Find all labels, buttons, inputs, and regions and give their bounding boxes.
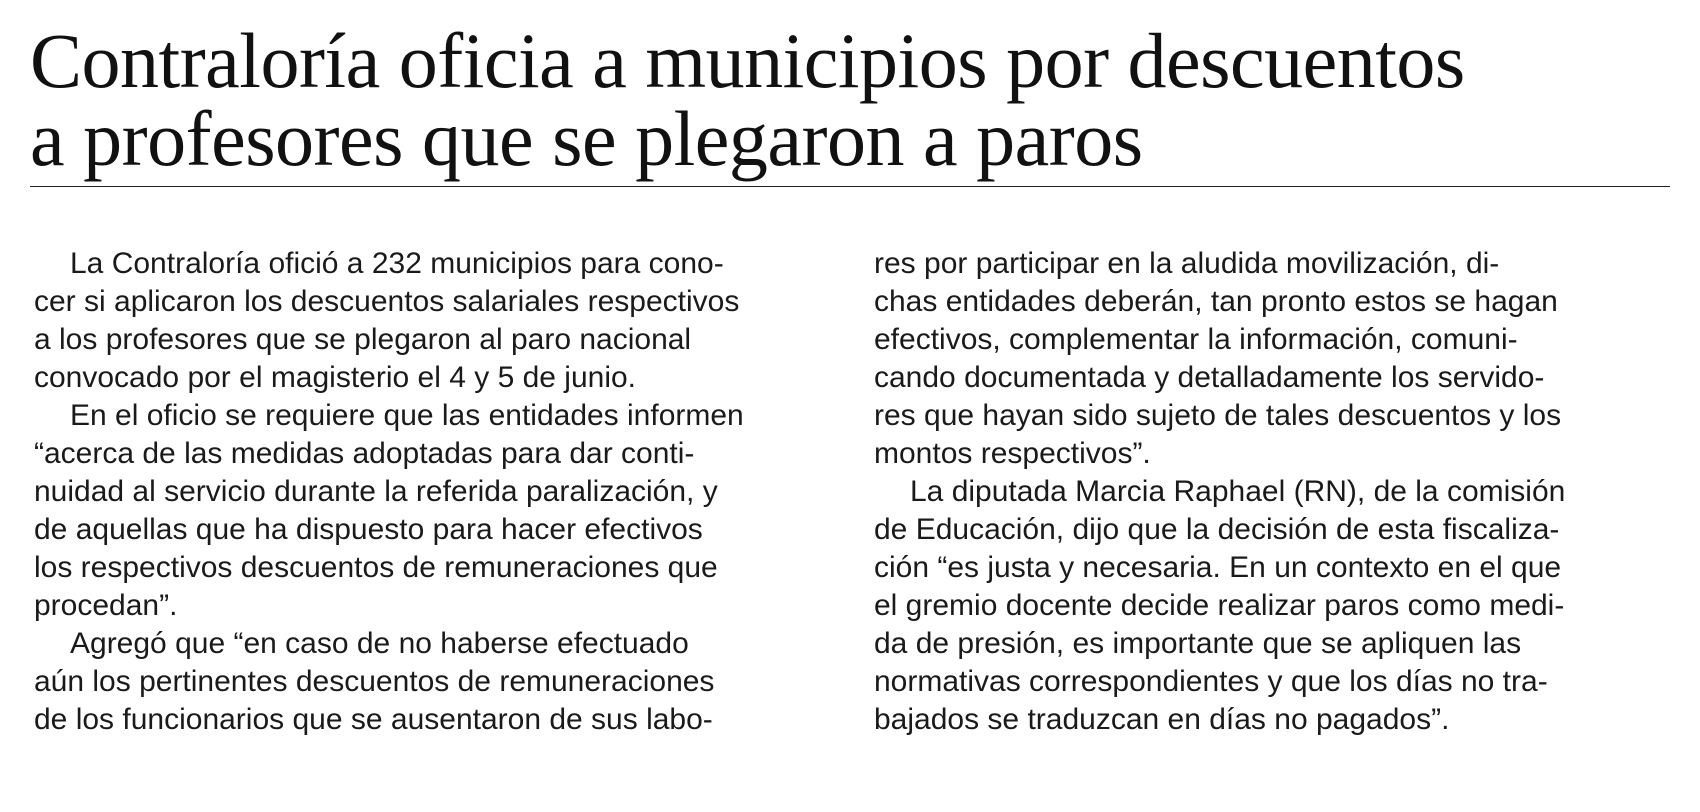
left-column-line: “acerca de las medidas adoptadas para dar conti- — [34, 437, 695, 470]
right-column-line: da de presión, es importante que se apliquen las — [874, 627, 1522, 660]
headline-divider — [30, 186, 1670, 187]
right-column-line: res que hayan sido sujeto de tales descuentos y los — [874, 399, 1562, 432]
right-column-line: cando documentada y detalladamente los servido- — [874, 361, 1545, 394]
left-column-line: los respectivos descuentos de remuneraciones que — [34, 551, 718, 584]
article-column-right — [874, 245, 1664, 739]
left-column-line: En el oficio se requiere que las entidades informen — [70, 399, 744, 432]
right-column-line: efectivos, complementar la información, comuni- — [874, 323, 1518, 356]
left-column-line: procedan”. — [34, 589, 178, 622]
right-column-line: de Educación, dijo que la decisión de esta fiscaliza- — [874, 513, 1560, 546]
headline — [30, 17, 1660, 182]
right-column-line: La diputada Marcia Raphael (RN), de la comisión — [910, 475, 1566, 508]
left-column-line: La Contraloría ofició a 232 municipios para cono- — [70, 247, 724, 280]
right-column-line: bajados se traduzcan en días no pagados”. — [874, 703, 1450, 736]
left-column-line: nuidad al servicio durante la referida paralización, y — [34, 475, 718, 508]
left-column-line: aún los pertinentes descuentos de remuneraciones — [34, 665, 715, 698]
left-column-line: cer si aplicaron los descuentos salariales respectivos — [34, 285, 740, 318]
right-column-line: res por participar en la aludida movilización, di- — [874, 247, 1500, 280]
left-column-line: Agregó que “en caso de no haberse efectuado — [70, 627, 689, 660]
left-column-line: de aquellas que ha dispuesto para hacer efectivos — [34, 513, 703, 546]
right-column-line: montos respectivos”. — [874, 437, 1151, 470]
left-column-line: de los funcionarios que se ausentaron de sus labo- — [34, 703, 713, 736]
article-column-left — [34, 245, 824, 739]
left-column-line: convocado por el magisterio el 4 y 5 de junio. — [34, 361, 637, 394]
right-column-line: ción “es justa y necesaria. En un contexto en el que — [874, 551, 1562, 584]
left-column-line: a los profesores que se plegaron al paro nacional — [34, 323, 692, 356]
right-column-line: chas entidades deberán, tan pronto estos se hagan — [874, 285, 1558, 318]
headline-line-1: Contraloría oficia a municipios por descuentos — [30, 17, 1465, 104]
right-column-line: el gremio docente decide realizar paros como medi- — [874, 589, 1565, 622]
right-column-line: normativas correspondientes y que los días no tra- — [874, 665, 1548, 698]
headline-line-2: a profesores que se plegaron a paros — [30, 95, 1143, 182]
